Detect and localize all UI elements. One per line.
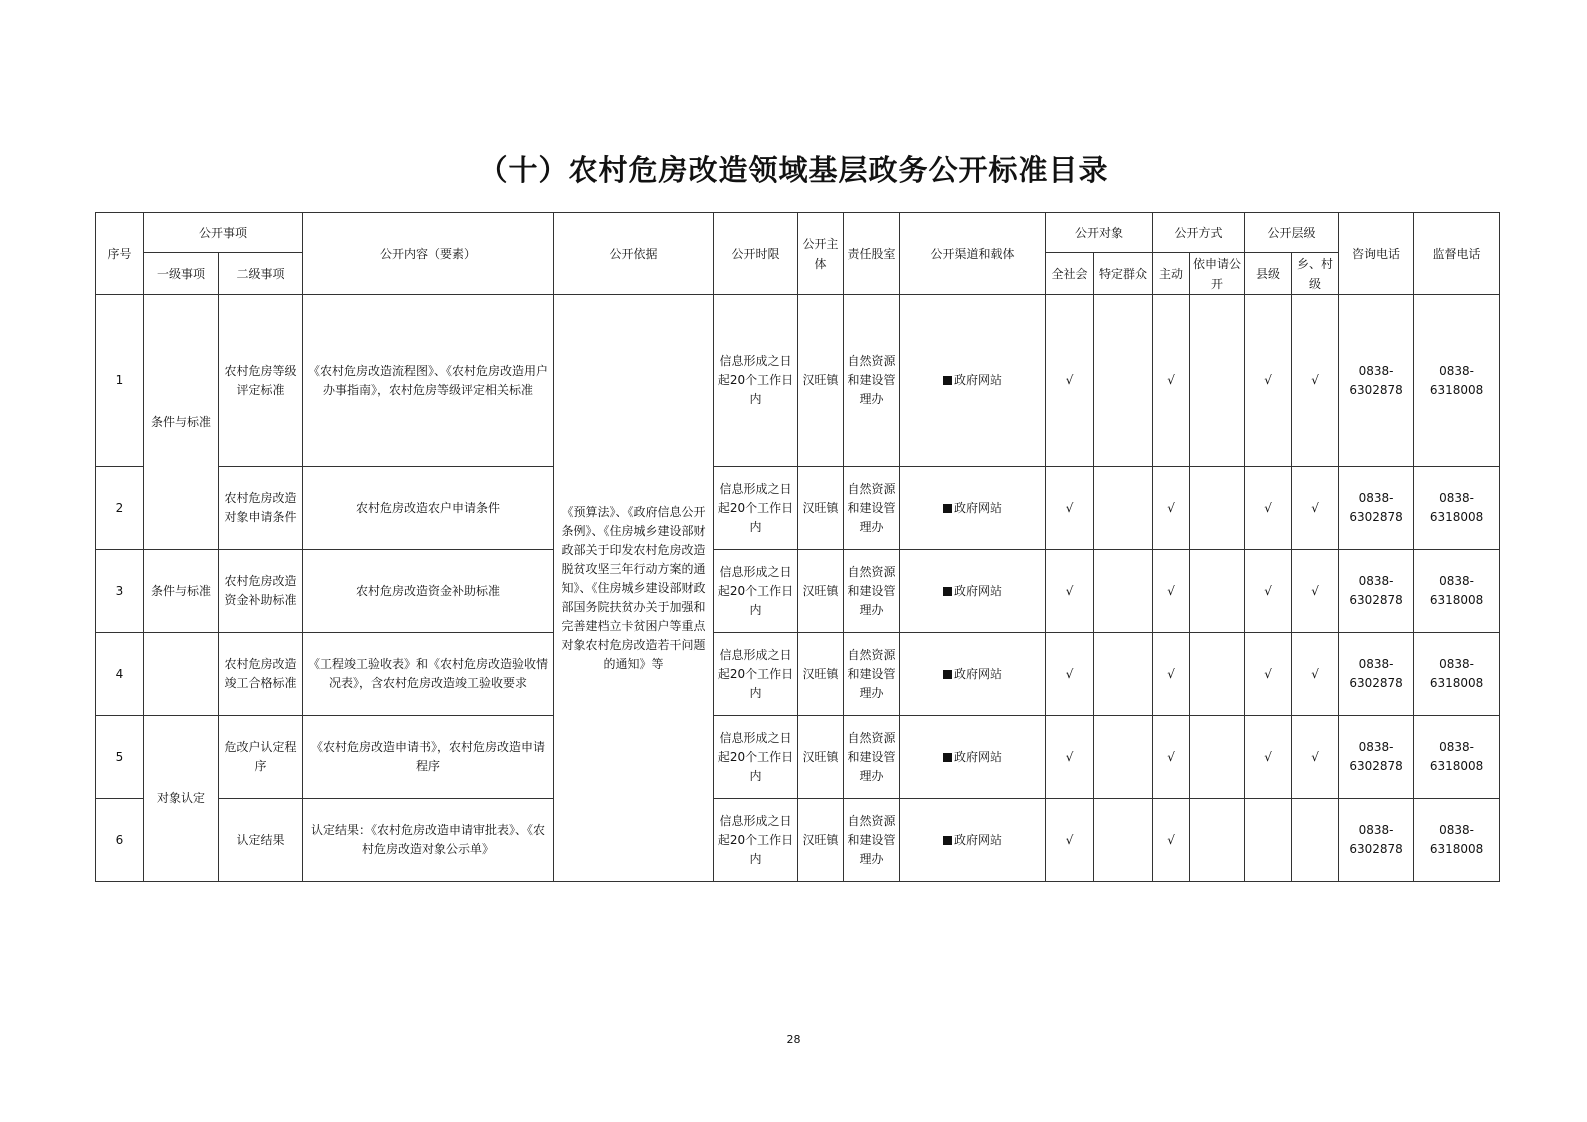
header-content: 公开内容（要素）: [303, 213, 554, 295]
row-level-county: √: [1245, 716, 1292, 799]
header-supervise-phone: 监督电话: [1414, 213, 1500, 295]
square-bullet-icon: [943, 587, 952, 596]
row-content: 认定结果：《农村危房改造申请审批表》、《农村危房改造对象公示单》: [303, 799, 554, 882]
table-row: [96, 295, 1500, 467]
row-subject: 汉旺镇: [798, 295, 844, 467]
row-supervise-phone: 0838-6318008: [1414, 716, 1500, 799]
header-mode-request: 依申请公开: [1190, 253, 1245, 295]
header-target-all: 全社会: [1046, 253, 1094, 295]
row-level-county: [1245, 799, 1292, 882]
header-consult-phone: 咨询电话: [1339, 213, 1414, 295]
row-consult-phone: 0838-6302878: [1339, 716, 1414, 799]
row-level2: 农村危房改造资金补助标准: [219, 550, 303, 633]
row-channel: 政府网站: [900, 467, 1046, 550]
row-target-all: √: [1046, 716, 1094, 799]
row-channel: 政府网站: [900, 716, 1046, 799]
table-row: [96, 467, 1500, 550]
header-level-county: 县级: [1245, 253, 1292, 295]
row-level-township: √: [1292, 633, 1339, 716]
row-content: 《农村危房改造流程图》、《农村危房改造用户办事指南》，农村危房等级评定相关标准: [303, 295, 554, 467]
row-mode-active: √: [1153, 633, 1190, 716]
header-matter: 公开事项: [144, 213, 303, 253]
row-level-county: √: [1245, 633, 1292, 716]
row-time-limit: 信息形成之日起20个工作日内: [714, 467, 798, 550]
row-target-specific: [1094, 799, 1153, 882]
row-subject: 汉旺镇: [798, 467, 844, 550]
row-level-county: √: [1245, 295, 1292, 467]
page-title: （十）农村危房改造领域基层政务公开标准目录: [478, 153, 1109, 187]
header-mode: 公开方式: [1153, 213, 1245, 253]
row-target-specific: [1094, 716, 1153, 799]
row-level2: 农村危房等级评定标准: [219, 295, 303, 467]
row-mode-request: [1190, 550, 1245, 633]
row-channel: 政府网站: [900, 633, 1046, 716]
header-level1: 一级事项: [144, 253, 219, 295]
row-level-township: √: [1292, 467, 1339, 550]
header-level2: 二级事项: [219, 253, 303, 295]
square-bullet-icon: [943, 670, 952, 679]
row-level-township: √: [1292, 550, 1339, 633]
header-seq: 序号: [96, 213, 144, 295]
row-office: 自然资源和建设管理办: [844, 633, 900, 716]
row-supervise-phone: 0838-6318008: [1414, 295, 1500, 467]
row-mode-request: [1190, 467, 1245, 550]
row-office: 自然资源和建设管理办: [844, 467, 900, 550]
row-target-all: √: [1046, 550, 1094, 633]
row-seq: 1: [96, 295, 144, 467]
row-target-specific: [1094, 633, 1153, 716]
row-mode-active: √: [1153, 716, 1190, 799]
row-level-township: √: [1292, 716, 1339, 799]
basis-cell: 《预算法》、《政府信息公开条例》、《住房城乡建设部财政部关于印发农村危房改造脱贫攻坚三年行动方案的通知》、《住房城乡建设部财政部国务院扶贫办关于加强和完善建档立卡贫困户等重点对象农村危房改造若干问题的通知》等: [554, 295, 714, 882]
row-content: 农村危房改造农户申请条件: [303, 467, 554, 550]
row-office: 自然资源和建设管理办: [844, 550, 900, 633]
row-level2: 认定结果: [219, 799, 303, 882]
row-target-all: √: [1046, 799, 1094, 882]
header-level: 公开层级: [1245, 213, 1339, 253]
level1-group: 对象认定: [144, 716, 219, 882]
row-content: 《工程竣工验收表》和《农村危房改造验收情况表》，含农村危房改造竣工验收要求: [303, 633, 554, 716]
header-subject: 公开主体: [798, 213, 844, 295]
table-row: [96, 550, 1500, 633]
row-channel: 政府网站: [900, 550, 1046, 633]
page-number: 28: [786, 1033, 801, 1046]
row-supervise-phone: 0838-6318008: [1414, 550, 1500, 633]
row-mode-request: [1190, 799, 1245, 882]
table-row: [96, 799, 1500, 882]
row-supervise-phone: 0838-6318008: [1414, 467, 1500, 550]
disclosure-table: [95, 212, 1500, 882]
row-seq: 3: [96, 550, 144, 633]
row-level-township: √: [1292, 295, 1339, 467]
row-consult-phone: 0838-6302878: [1339, 295, 1414, 467]
row-subject: 汉旺镇: [798, 550, 844, 633]
row-target-specific: [1094, 295, 1153, 467]
row-mode-request: [1190, 716, 1245, 799]
row-time-limit: 信息形成之日起20个工作日内: [714, 799, 798, 882]
square-bullet-icon: [943, 836, 952, 845]
row-target-specific: [1094, 550, 1153, 633]
square-bullet-icon: [943, 376, 952, 385]
row-level-township: [1292, 799, 1339, 882]
row-office: 自然资源和建设管理办: [844, 295, 900, 467]
row-office: 自然资源和建设管理办: [844, 799, 900, 882]
row-time-limit: 信息形成之日起20个工作日内: [714, 550, 798, 633]
row-level2: 危改户认定程序: [219, 716, 303, 799]
row-target-specific: [1094, 467, 1153, 550]
row-mode-request: [1190, 633, 1245, 716]
row-level2: 农村危房改造竣工合格标准: [219, 633, 303, 716]
table-row: [96, 716, 1500, 799]
header-mode-active: 主动: [1153, 253, 1190, 295]
row-mode-active: √: [1153, 467, 1190, 550]
header-basis: 公开依据: [554, 213, 714, 295]
row-content: 农村危房改造资金补助标准: [303, 550, 554, 633]
row-target-all: √: [1046, 467, 1094, 550]
row-seq: 6: [96, 799, 144, 882]
header-level-township: 乡、村级: [1292, 253, 1339, 295]
row-mode-request: [1190, 295, 1245, 467]
row-consult-phone: 0838-6302878: [1339, 550, 1414, 633]
square-bullet-icon: [943, 753, 952, 762]
row-target-all: √: [1046, 295, 1094, 467]
row-seq: 5: [96, 716, 144, 799]
row-mode-active: √: [1153, 550, 1190, 633]
row-supervise-phone: 0838-6318008: [1414, 633, 1500, 716]
row-supervise-phone: 0838-6318008: [1414, 799, 1500, 882]
level1-group: 条件与标准: [144, 295, 219, 550]
row-level2: 农村危房改造对象申请条件: [219, 467, 303, 550]
row-channel: 政府网站: [900, 295, 1046, 467]
row-mode-active: √: [1153, 799, 1190, 882]
row-level-county: √: [1245, 550, 1292, 633]
row-target-all: √: [1046, 633, 1094, 716]
row-office: 自然资源和建设管理办: [844, 716, 900, 799]
table-row: [96, 633, 1500, 716]
row-consult-phone: 0838-6302878: [1339, 467, 1414, 550]
row-subject: 汉旺镇: [798, 716, 844, 799]
header-target-specific: 特定群众: [1094, 253, 1153, 295]
row-seq: 4: [96, 633, 144, 716]
row-time-limit: 信息形成之日起20个工作日内: [714, 295, 798, 467]
row-consult-phone: 0838-6302878: [1339, 633, 1414, 716]
row-consult-phone: 0838-6302878: [1339, 799, 1414, 882]
row-subject: 汉旺镇: [798, 799, 844, 882]
row-seq: 2: [96, 467, 144, 550]
row-channel: 政府网站: [900, 799, 1046, 882]
row-subject: 汉旺镇: [798, 633, 844, 716]
row-time-limit: 信息形成之日起20个工作日内: [714, 716, 798, 799]
row-time-limit: 信息形成之日起20个工作日内: [714, 633, 798, 716]
level1-group-empty: [144, 633, 219, 716]
row-content: 《农村危房改造申请书》，农村危房改造申请程序: [303, 716, 554, 799]
row-mode-active: √: [1153, 295, 1190, 467]
level1-group: 条件与标准: [144, 550, 219, 633]
header-office: 责任股室: [844, 213, 900, 295]
header-time-limit: 公开时限: [714, 213, 798, 295]
header-target: 公开对象: [1046, 213, 1153, 253]
header-channel: 公开渠道和载体: [900, 213, 1046, 295]
square-bullet-icon: [943, 504, 952, 513]
row-level-county: √: [1245, 467, 1292, 550]
